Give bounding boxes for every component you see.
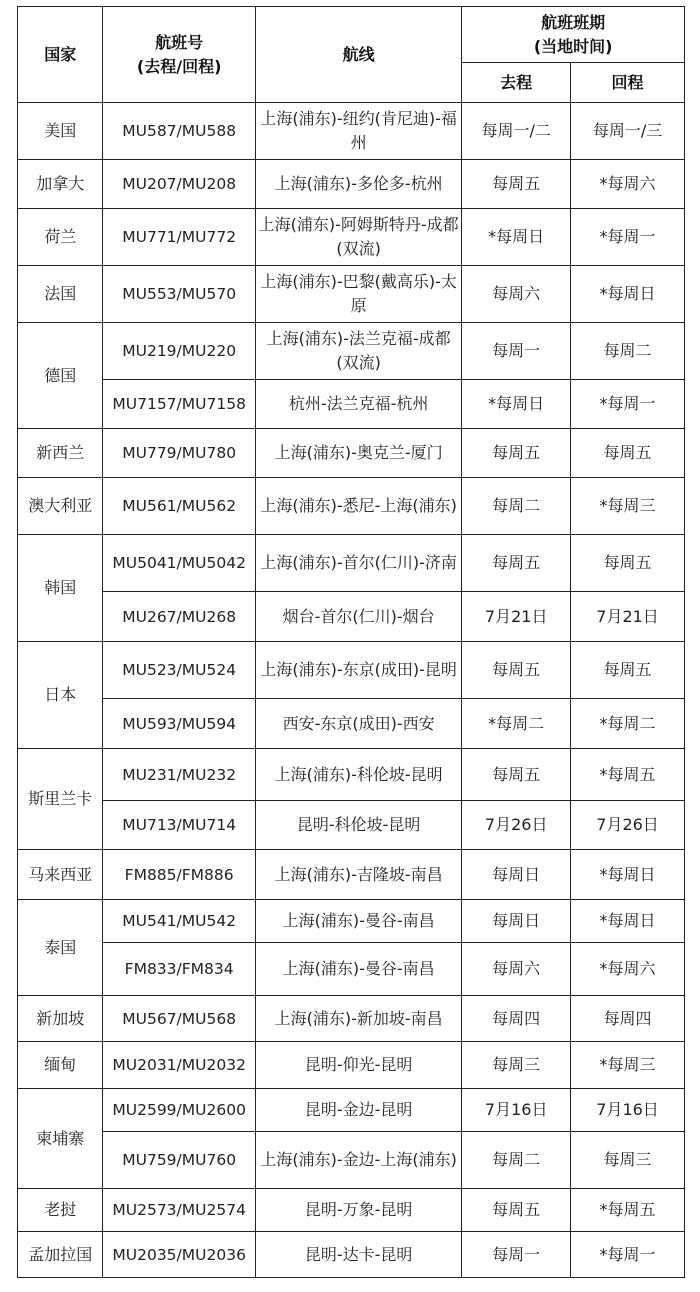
country-cell: 法国 — [18, 266, 103, 323]
table-row — [18, 1132, 685, 1189]
outbound-cell: *每周日 — [462, 380, 571, 429]
country-cell: 孟加拉国 — [18, 1232, 103, 1278]
country-cell: 老挝 — [18, 1189, 103, 1232]
route-cell: 上海(浦东)-悉尼-上海(浦东) — [255, 478, 461, 535]
flight-number-cell: MU2031/MU2032 — [103, 1042, 256, 1089]
route-cell: 上海(浦东)-巴黎(戴高乐)-太原 — [255, 266, 461, 323]
flight-number-cell: MU553/MU570 — [103, 266, 256, 323]
route-cell: 昆明-万象-昆明 — [255, 1189, 461, 1232]
return-cell: *每周一 — [571, 209, 685, 266]
table-row — [18, 103, 685, 160]
outbound-cell: 每周五 — [462, 429, 571, 478]
outbound-cell: 每周五 — [462, 160, 571, 209]
table-row — [18, 592, 685, 642]
table-row — [18, 380, 685, 429]
route-cell: 上海(浦东)-多伦多-杭州 — [255, 160, 461, 209]
outbound-cell: 每周六 — [462, 266, 571, 323]
header-return: 回程 — [571, 63, 685, 103]
return-cell: 7月21日 — [571, 592, 685, 642]
return-cell: *每周三 — [571, 478, 685, 535]
country-cell: 澳大利亚 — [18, 478, 103, 535]
header-flight-line1: 航班号 — [155, 32, 204, 52]
table-row — [18, 943, 685, 996]
return-cell: 每周五 — [571, 642, 685, 699]
outbound-cell: 每周五 — [462, 535, 571, 592]
table-row — [18, 160, 685, 209]
table-row — [18, 996, 685, 1042]
country-cell: 泰国 — [18, 900, 103, 996]
return-cell: 每周一/三 — [571, 103, 685, 160]
route-cell: 上海(浦东)-首尔(仁川)-济南 — [255, 535, 461, 592]
table-row — [18, 323, 685, 380]
country-cell: 新加坡 — [18, 996, 103, 1042]
table-row — [18, 900, 685, 943]
flight-schedule-table — [17, 6, 685, 1278]
country-cell: 新西兰 — [18, 429, 103, 478]
outbound-cell: *每周二 — [462, 699, 571, 749]
table-row — [18, 1042, 685, 1089]
country-cell: 德国 — [18, 323, 103, 429]
outbound-cell: 每周五 — [462, 642, 571, 699]
route-cell: 昆明-金边-昆明 — [255, 1089, 461, 1132]
header-flight-number — [103, 7, 256, 103]
header-outbound: 去程 — [462, 63, 571, 103]
country-cell: 韩国 — [18, 535, 103, 642]
table-row — [18, 1232, 685, 1278]
flight-number-cell: MU587/MU588 — [103, 103, 256, 160]
return-cell: *每周三 — [571, 1042, 685, 1089]
table-row — [18, 429, 685, 478]
return-cell: *每周六 — [571, 160, 685, 209]
route-cell: 上海(浦东)-阿姆斯特丹-成都(双流) — [255, 209, 461, 266]
route-cell: 上海(浦东)-曼谷-南昌 — [255, 900, 461, 943]
flight-number-cell: MU5041/MU5042 — [103, 535, 256, 592]
flight-number-cell: MU713/MU714 — [103, 801, 256, 850]
country-cell: 缅甸 — [18, 1042, 103, 1089]
flight-number-cell: MU523/MU524 — [103, 642, 256, 699]
table-row — [18, 1189, 685, 1232]
return-cell: 每周二 — [571, 323, 685, 380]
outbound-cell: 每周日 — [462, 900, 571, 943]
return-cell: *每周五 — [571, 1189, 685, 1232]
return-cell: *每周六 — [571, 943, 685, 996]
route-cell: 上海(浦东)-东京(成田)-昆明 — [255, 642, 461, 699]
return-cell: 每周五 — [571, 535, 685, 592]
route-cell: 上海(浦东)-奥克兰-厦门 — [255, 429, 461, 478]
return-cell: 每周四 — [571, 996, 685, 1042]
header-flight-line2: (去程/回程) — [136, 56, 222, 76]
route-cell: 西安-东京(成田)-西安 — [255, 699, 461, 749]
return-cell: *每周日 — [571, 266, 685, 323]
flight-number-cell: MU759/MU760 — [103, 1132, 256, 1189]
outbound-cell: 7月26日 — [462, 801, 571, 850]
header-row-1 — [18, 7, 685, 63]
country-cell: 柬埔寨 — [18, 1089, 103, 1189]
flight-number-cell: MU7157/MU7158 — [103, 380, 256, 429]
flight-number-cell: MU219/MU220 — [103, 323, 256, 380]
return-cell: 7月16日 — [571, 1089, 685, 1132]
return-cell: *每周五 — [571, 749, 685, 801]
outbound-cell: 每周四 — [462, 996, 571, 1042]
table-row — [18, 1089, 685, 1132]
flight-schedule-table-wrapper — [17, 6, 685, 1278]
route-cell: 昆明-达卡-昆明 — [255, 1232, 461, 1278]
table-row — [18, 850, 685, 900]
header-schedule — [462, 7, 685, 63]
return-cell: *每周一 — [571, 380, 685, 429]
route-cell: 上海(浦东)-曼谷-南昌 — [255, 943, 461, 996]
header-schedule-line1: 航班班期 — [541, 12, 606, 32]
table-row — [18, 535, 685, 592]
header-country: 国家 — [18, 7, 103, 103]
outbound-cell: 每周三 — [462, 1042, 571, 1089]
outbound-cell: 每周二 — [462, 1132, 571, 1189]
return-cell: *每周一 — [571, 1232, 685, 1278]
outbound-cell: 每周二 — [462, 478, 571, 535]
route-cell: 上海(浦东)-法兰克福-成都(双流) — [255, 323, 461, 380]
return-cell: 每周五 — [571, 429, 685, 478]
table-row — [18, 642, 685, 699]
country-cell: 美国 — [18, 103, 103, 160]
outbound-cell: 每周一/二 — [462, 103, 571, 160]
return-cell: *每周二 — [571, 699, 685, 749]
table-row — [18, 699, 685, 749]
flight-number-cell: MU2035/MU2036 — [103, 1232, 256, 1278]
flight-number-cell: FM833/FM834 — [103, 943, 256, 996]
flight-number-cell: MU593/MU594 — [103, 699, 256, 749]
outbound-cell: 每周日 — [462, 850, 571, 900]
route-cell: 上海(浦东)-金边-上海(浦东) — [255, 1132, 461, 1189]
route-cell: 杭州-法兰克福-杭州 — [255, 380, 461, 429]
outbound-cell: *每周日 — [462, 209, 571, 266]
route-cell: 上海(浦东)-科伦坡-昆明 — [255, 749, 461, 801]
outbound-cell: 每周一 — [462, 1232, 571, 1278]
country-cell: 日本 — [18, 642, 103, 749]
route-cell: 昆明-仰光-昆明 — [255, 1042, 461, 1089]
route-cell: 上海(浦东)-吉隆坡-南昌 — [255, 850, 461, 900]
country-cell: 荷兰 — [18, 209, 103, 266]
header-route: 航线 — [255, 7, 461, 103]
flight-number-cell: MU561/MU562 — [103, 478, 256, 535]
table-row — [18, 478, 685, 535]
route-cell: 烟台-首尔(仁川)-烟台 — [255, 592, 461, 642]
flight-number-cell: MU567/MU568 — [103, 996, 256, 1042]
route-cell: 上海(浦东)-纽约(肯尼迪)-福州 — [255, 103, 461, 160]
outbound-cell: 7月21日 — [462, 592, 571, 642]
return-cell: 7月26日 — [571, 801, 685, 850]
return-cell: *每周日 — [571, 900, 685, 943]
outbound-cell: 每周五 — [462, 749, 571, 801]
flight-number-cell: MU267/MU268 — [103, 592, 256, 642]
country-cell: 加拿大 — [18, 160, 103, 209]
flight-number-cell: MU231/MU232 — [103, 749, 256, 801]
route-cell: 上海(浦东)-新加坡-南昌 — [255, 996, 461, 1042]
flight-number-cell: MU771/MU772 — [103, 209, 256, 266]
flight-number-cell: FM885/FM886 — [103, 850, 256, 900]
country-cell: 马来西亚 — [18, 850, 103, 900]
flight-number-cell: MU207/MU208 — [103, 160, 256, 209]
table-row — [18, 801, 685, 850]
outbound-cell: 每周一 — [462, 323, 571, 380]
return-cell: *每周日 — [571, 850, 685, 900]
outbound-cell: 每周五 — [462, 1189, 571, 1232]
flight-number-cell: MU541/MU542 — [103, 900, 256, 943]
flight-number-cell: MU779/MU780 — [103, 429, 256, 478]
flight-number-cell: MU2599/MU2600 — [103, 1089, 256, 1132]
return-cell: 每周三 — [571, 1132, 685, 1189]
outbound-cell: 每周六 — [462, 943, 571, 996]
table-row — [18, 266, 685, 323]
flight-number-cell: MU2573/MU2574 — [103, 1189, 256, 1232]
header-schedule-line2: (当地时间) — [533, 36, 613, 56]
table-row — [18, 749, 685, 801]
route-cell: 昆明-科伦坡-昆明 — [255, 801, 461, 850]
country-cell: 斯里兰卡 — [18, 749, 103, 850]
table-row — [18, 209, 685, 266]
outbound-cell: 7月16日 — [462, 1089, 571, 1132]
